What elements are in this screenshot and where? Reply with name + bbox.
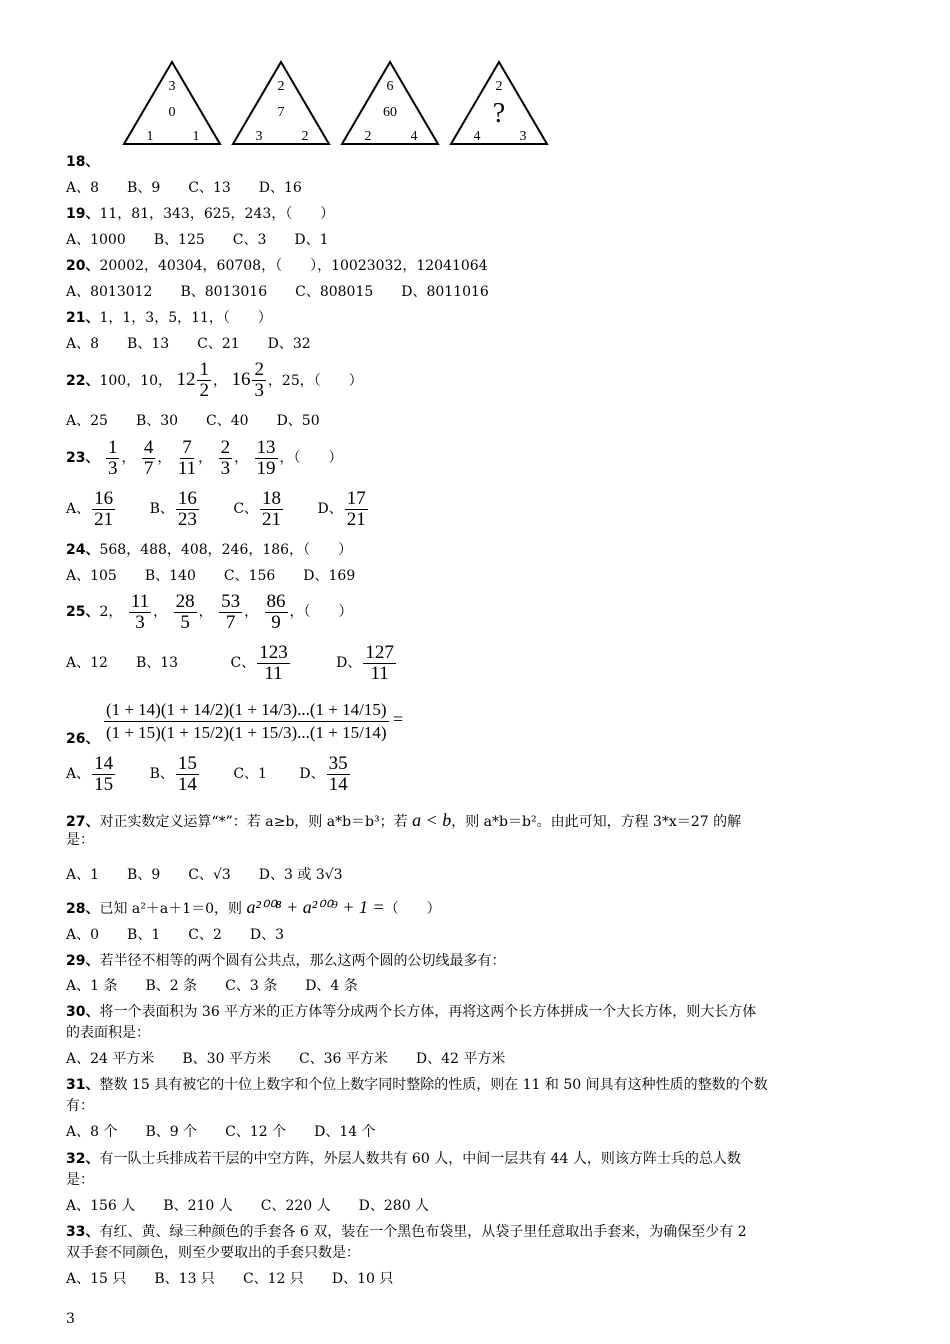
svg-text:60: 60 [383, 105, 397, 120]
options-24: A、105 B、140 C、156 D、169 [66, 568, 356, 584]
triangle-1 [124, 62, 220, 144]
svg-text:2: 2 [301, 129, 309, 144]
question-27-cont: 是： [66, 832, 94, 848]
options-21: A、8 B、13 C、21 D、32 [66, 336, 311, 352]
svg-text:1: 1 [192, 129, 200, 144]
question-25: 25、2， $\frac{11}{3}$ ， $\frac{28}{5}$ ， $\frac{53}{7}$ ， $\frac{86}{9}$ ，（ ） [66, 590, 353, 633]
svg-text:2: 2 [277, 79, 285, 94]
options-19: A、1000 B、125 C、3 D、1 [66, 232, 329, 248]
mixed-fraction: 16 $\frac{2}{3}$ [231, 358, 264, 401]
triangle-2 [233, 62, 329, 144]
options-29: A、1 条 B、2 条 C、3 条 D、4 条 [66, 978, 358, 994]
mixed-fraction: 12 $\frac{1}{2}$ [176, 358, 209, 401]
question-33: 33、有红、黄、绿三种颜色的手套各 6 双，装在一个黑色布袋里，从袋子里任意取出手套来，为确保至少有 2 [66, 1224, 747, 1240]
svg-text:3: 3 [255, 129, 263, 144]
question-23: 23、 $\frac{1}{3}$ ， $\frac{4}{7}$ ， $\frac{7}{11}$ ， $\frac{2}{3}$ ， $\frac{13}{19}$ ，（ ） [66, 436, 343, 479]
question-30: 30、将一个表面积为 36 平方米的正方体等分成两个长方体，再将这两个长方体拼成一个大长方体，则大长方体 [66, 1004, 757, 1020]
question-29: 29、若半径不相等的两个圆有公共点，那么这两个圆的公切线最多有： [66, 953, 506, 969]
options-28: A、0 B、1 C、2 D、3 [66, 927, 284, 943]
options-33: A、15 只 B、13 只 C、12 只 D、10 只 [66, 1271, 394, 1287]
options-32: A、156 人 B、210 人 C、220 人 D、280 人 [66, 1198, 430, 1214]
question-27: 27、对正实数定义运算“*”：若 a≥b，则 a*b＝b³；若 a < b，则 a*b＝b²。由此可知，方程 3*x＝27 的解 [66, 810, 742, 830]
svg-text:3: 3 [519, 129, 527, 144]
options-23: A、 $\frac{16}{21}$ B、 $\frac{16}{23}$ C、 $\frac{18}{21}$ D、 $\frac{17}{21}$ [66, 487, 366, 530]
svg-text:2: 2 [364, 129, 372, 144]
svg-text:7: 7 [277, 105, 285, 120]
svg-text:1: 1 [146, 129, 154, 144]
svg-text:0: 0 [168, 105, 176, 120]
question-31-cont: 有： [66, 1098, 94, 1114]
triangle-4 [451, 62, 547, 144]
options-30: A、24 平方米 B、30 平方米 C、36 平方米 D、42 平方米 [66, 1051, 506, 1067]
question-19: 19、11，81，343，625，243，（ ） [66, 206, 335, 222]
question-22: 22、100，10， 12 $\frac{1}{2}$ ， 16 $\frac{2}{3}$ ，25，（ ） [66, 358, 363, 401]
options-27: A、1 B、9 C、√3 D、3 或 3√3 [66, 867, 343, 883]
options-26: A、 $\frac{14}{15}$ B、 $\frac{15}{14}$ C、1 D、 $\frac{35}{14}$ [66, 752, 348, 795]
svg-text:?: ? [492, 98, 506, 129]
question-33-cont: 双手套不同颜色，则至少要取出的手套只数是： [66, 1245, 360, 1261]
svg-text:6: 6 [386, 79, 394, 94]
triangle-3 [342, 62, 438, 144]
product-fraction: $\frac{(1 + 14)(1 + 14/2)(1 + 14/3)...(1 + 14/15)}{(1 + 15)(1 + 15/2)(1 + 15/3)...(1 + 15/14)}$ [105, 699, 387, 742]
question-20: 20、20002，40304，60708，（ ），10023032，12041064 [66, 258, 488, 274]
question-28: 28、已知 a²＋a＋1＝0，则 a²⁰⁰⁸ + a²⁰⁰⁹ + 1 =（ ） [66, 897, 441, 917]
question-24: 24、568，488，408，246，186，（ ） [66, 542, 353, 558]
question-21: 21、1，1，3，5，11，（ ） [66, 310, 272, 326]
triangle-puzzle [122, 60, 552, 154]
options-20: A、8013012 B、8013016 C、808015 D、8011016 [66, 284, 489, 300]
question-32-cont: 是： [66, 1172, 94, 1188]
question-18: 18、 [66, 154, 100, 170]
svg-text:4: 4 [410, 129, 418, 144]
question-32: 32、有一队士兵排成若干层的中空方阵，外层人数共有 60 人，中间一层共有 44 人，则该方阵士兵的总人数 [66, 1151, 741, 1167]
svg-text:3: 3 [168, 79, 176, 94]
page-number: 3 [66, 1311, 75, 1327]
svg-text:4: 4 [473, 129, 481, 144]
options-18: A、8 B、9 C、13 D、16 [66, 180, 302, 196]
question-30-cont: 的表面积是： [66, 1025, 150, 1041]
question-26: 26、 $\frac{(1 + 14)(1 + 14/2)(1 + 14/3)...(1 + 14/15)}{(1 + 15)(1 + 15/2)(1 + 15/3)...(1 + 15/14)}$ = [66, 699, 404, 747]
options-25: A、12 B、13 C、 $\frac{123}{11}$ D、 $\frac{127}{11}$ [66, 641, 394, 684]
question-31: 31、整数 15 具有被它的十位上数字和个位上数字同时整除的性质，则在 11 和 50 间具有这种性质的整数的个数 [66, 1077, 768, 1093]
svg-text:2: 2 [495, 79, 503, 94]
options-22: A、25 B、30 C、40 D、50 [66, 413, 320, 429]
options-31: A、8 个 B、9 个 C、12 个 D、14 个 [66, 1124, 376, 1140]
